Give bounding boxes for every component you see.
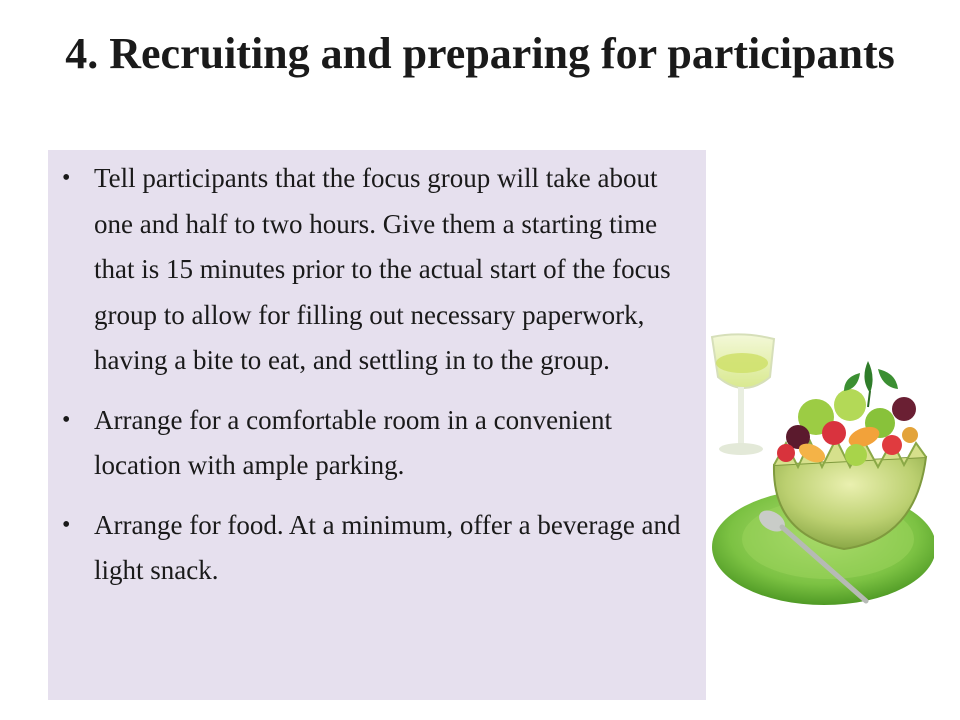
bullet-item-duration: [48, 156, 706, 384]
bullet-text: Arrange for a comfortable room in a convenient location with ample parking.: [94, 404, 613, 480]
bullet-dot-icon: •: [62, 511, 71, 538]
content-box: [48, 150, 706, 700]
bullet-item-food: [48, 503, 706, 594]
slide-title: 4. Recruiting and preparing for participants: [65, 29, 895, 78]
bullet-list: [48, 156, 706, 608]
bullet-item-room: [48, 398, 706, 489]
bullet-dot-icon: •: [62, 406, 71, 433]
fruit-salad-icon: [704, 325, 934, 610]
bullet-text: Tell participants that the focus group will take about one and half to two hours. Give them a starting time that is 15 minutes prior to the actual start of the focus group to allow for filling out necessary paperwork, having a bite to eat, and settling in to the group.: [94, 163, 671, 375]
bullet-dot-icon: •: [62, 165, 71, 191]
bullet-text: Arrange for food. At a minimum, offer a beverage and light snack.: [94, 509, 681, 585]
